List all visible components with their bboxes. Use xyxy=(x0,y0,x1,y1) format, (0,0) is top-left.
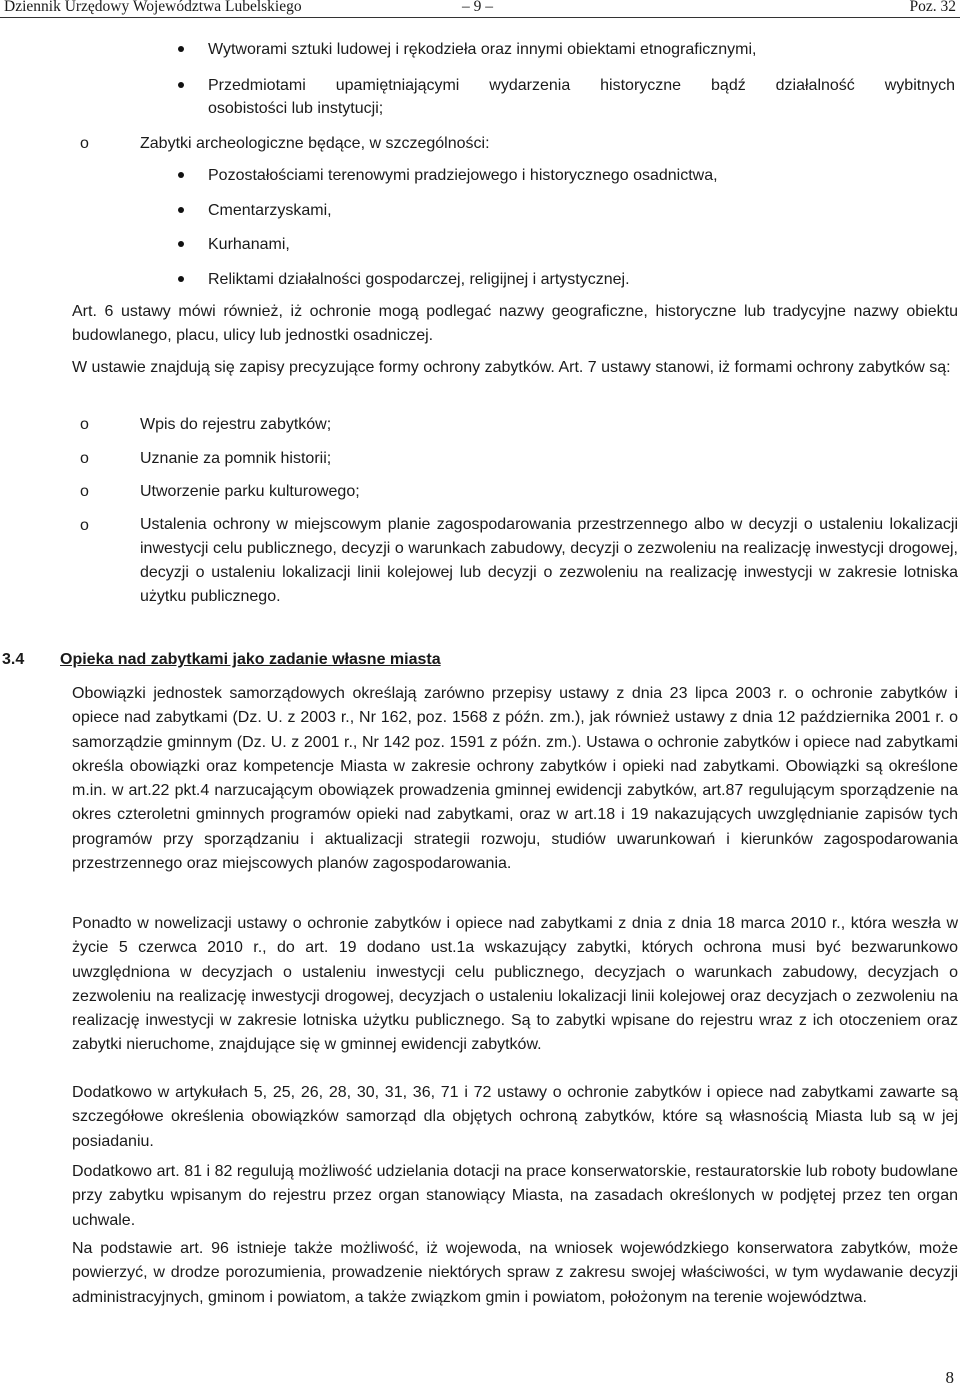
bullet-icon xyxy=(178,276,184,282)
paragraph: Obowiązki jednostek samorządowych określają zarówno przepisy ustawy z dnia 23 lipca 2003 r. o ochronie zabytków i opiece nad zabytkami (Dz. U. z 2003 r., Nr 162, poz. 1568 z późn. zm.), jak również ustawy z dnia 12 października 2001 r. o samorządzie gminnym (Dz. U. z 2001 r., Nr 142 poz. 1591 z późn. zm.). Ustawa o ochronie zabytków i opiece nad zabytkami określa obowiązki oraz kompetencje Miasta w zakresie ochrony zabytków i opieki nad zabytkami. Obowiązki są określone m.in. w art.22 pkt.4 narzucającym obowiązek prowadzenia gminnej ewidencji zabytków, art.87 regulującym sporządzenie na okres czteroletni gminnych programów opieki nad zabytkami, oraz w art.18 i 19 nakazujących uwzględnianie zapisów tych programów przy sporządzaniu i aktualizacji strategii rozwoju, studiów uwarunkowań i kierunków zagospodarowania przestrzennego oraz miejscowych planów zagospodarowania. xyxy=(72,685,958,873)
list-item: Utworzenie parku kulturowego; xyxy=(140,483,360,500)
paragraph: Dodatkowo w artykułach 5, 25, 26, 28, 30, 31, 36, 71 i 72 ustawy o ochronie zabytków i opiece nad zabytkami zawarte są szczegółowe określenia obowiązków samorząd dla objętych ochroną zabytków, które są własnością Miasta lub są w jej posiadaniu. xyxy=(72,1084,958,1150)
paragraph: Ponadto w nowelizacji ustawy o ochronie zabytków i opiece nad zabytkami z dnia z dnia 18 marca 2010 r., która weszła w życie 5 czerwca 2010 r., do art. 19 dodano ust.1a wskazujący zabytki, których ochrona musi być bezwarunkowo uwzględniona w decyzjach o ustaleniu inwestycji celu publicznego, decyzjach o warunkach zabudowy, decyzjach o zezwoleniu na realizację inwestycji drogowej, decyzjach o ustaleniu lokalizacji linii kolejowej oraz decyzjach o zezwoleniu na realizację inwestycji w zakresie lotniska użytku publicznego. Są to zabytki wpisane do rejestru wraz z ich otoczeniem oraz zabytki nieruchome, znajdujące się w gminnej ewidencji zabytków. xyxy=(72,915,958,1054)
section-number: 3.4 xyxy=(2,651,25,668)
bullet-icon xyxy=(178,207,184,213)
document-header xyxy=(0,0,960,18)
bullet-icon xyxy=(178,241,184,247)
list-item: Cmentarzyskami, xyxy=(208,202,332,219)
bullet-icon xyxy=(178,46,184,52)
list-item: Wpis do rejestru zabytków; xyxy=(140,416,332,433)
section-heading xyxy=(2,650,441,670)
list-item: Ustalenia ochrony w miejscowym planie zagospodarowania przestrzennego albo w decyzji o ustaleniu lokalizacji inwestycji celu publicznego, decyzji o warunkach zabudowy, decyzji o zezwoleniu na realizację inwestycji drogowej, decyzji o ustaleniu lokalizacji linii kolejowej lub decyzji o zezwoleniu na realizację inwestycji w zakresie lotniska użytku publicznego. xyxy=(140,516,958,605)
journal-position: Poz. 32 xyxy=(909,0,956,15)
list-item: Przedmiotami upamiętniającymi wydarzenia historyczne bądź działalność wybitnych xyxy=(208,77,955,94)
circle-marker: o xyxy=(80,517,89,534)
list-item: Kurhanami, xyxy=(208,236,290,253)
bullet-icon xyxy=(178,172,184,178)
bullet-icon xyxy=(178,82,184,88)
circle-marker: o xyxy=(80,483,89,500)
paragraph: Dodatkowo art. 81 i 82 regulują możliwość udzielania dotacji na prace konserwatorskie, restauratorskie lub roboty budowlane przy zabytku wpisanym do rejestru przez organ stanowiący Miasta, na zasadach określonych w podjętej przez ten organ uchwale. xyxy=(72,1163,958,1229)
circle-marker: o xyxy=(80,450,89,467)
paragraph-art7: W ustawie znajdują się zapisy precyzujące formy ochrony zabytków. Art. 7 ustawy stanowi, iż formami ochrony zabytków są: xyxy=(72,359,951,376)
list-item-continued: osobistości lub instytucji; xyxy=(208,100,384,117)
page-number: 8 xyxy=(945,1368,954,1387)
section-title: Opieka nad zabytkami jako zadanie własne miasta xyxy=(60,651,441,668)
list-item: Reliktami działalności gospodarczej, religijnej i artystycznej. xyxy=(208,271,630,288)
paragraph-art6: Art. 6 ustawy mówi również, iż ochronie mogą podlegać nazwy geograficzne, historyczne lub tradycyjne nazwy obiektu budowlanego, placu, ulicy lub jednostki osadniczej. xyxy=(72,303,958,344)
list-item: Zabytki archeologiczne będące, w szczególności: xyxy=(140,135,490,152)
journal-page: – 9 – xyxy=(462,0,493,15)
circle-marker: o xyxy=(80,416,89,433)
paragraph: Na podstawie art. 96 istnieje także możliwość, iż wojewoda, na wniosek wojewódzkiego konserwatora zabytków, może powierzyć, w drodze porozumienia, prowadzenie niektórych spraw z zakresu swojej właściwości, w tym wydawanie decyzji administracyjnych, gminom i powiatom, a także związkom gmin i powiatom, położonym na terenie województwa. xyxy=(72,1240,958,1306)
list-item: Pozostałościami terenowymi pradziejowego i historycznego osadnictwa, xyxy=(208,167,718,184)
list-item: Wytworami sztuki ludowej i rękodzieła oraz innymi obiektami etnograficznymi, xyxy=(208,41,757,58)
circle-marker: o xyxy=(80,135,89,152)
list-item: Uznanie za pomnik historii; xyxy=(140,450,332,467)
journal-title: Dziennik Urzędowy Województwa Lubelskiego xyxy=(4,0,302,15)
